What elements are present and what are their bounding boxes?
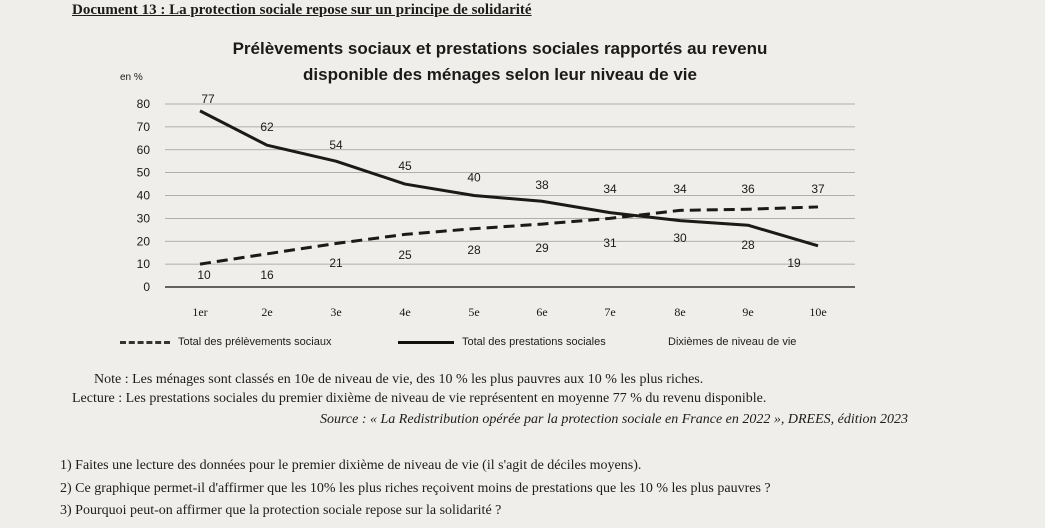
legend-label-prestations: Total des prestations sociales xyxy=(462,336,606,348)
y-tick-label: 10 xyxy=(136,257,150,272)
data-label-prelevements: 29 xyxy=(535,241,549,255)
y-tick-label: 30 xyxy=(136,211,150,226)
y-tick-label: 50 xyxy=(136,165,150,180)
data-label-prelevements: 25 xyxy=(398,248,412,262)
legend-dashed-swatch xyxy=(120,341,170,344)
data-label-prestations: 38 xyxy=(535,178,549,193)
data-label-prelevements: 16 xyxy=(260,268,274,282)
data-label-prestations: 37 xyxy=(811,182,825,196)
reading-text: Lecture : Les prestations sociales du premier dixième de niveau de vie représentent en moyenne 77 % du revenu disponible. xyxy=(72,391,767,406)
data-label-prestations: 36 xyxy=(741,182,755,196)
data-label-prelevements: 28 xyxy=(467,243,481,257)
data-label-prestations: 54 xyxy=(329,138,343,153)
legend-label-prelevements: Total des prélèvements sociaux xyxy=(178,336,332,348)
data-label-prestations: 40 xyxy=(467,170,481,185)
x-tick-label: 6e xyxy=(536,305,548,319)
y-axis-unit-label: en % xyxy=(120,72,143,83)
y-tick-label: 0 xyxy=(143,280,150,294)
x-axis-title-text: Dixièmes de niveau de vie xyxy=(668,336,797,348)
data-label-prelevements: 10 xyxy=(197,268,211,282)
question-1: 1) Faites une lecture des données pour le premier dixième de niveau de vie (il s'agit de déciles moyens). xyxy=(60,458,642,473)
chart-legend xyxy=(120,336,880,356)
data-label-prestations: 34 xyxy=(673,182,687,196)
x-tick-label: 10e xyxy=(809,305,827,319)
chart-title-line2: disponible des ménages selon leur niveau de vie xyxy=(303,65,697,84)
y-tick-label: 40 xyxy=(136,188,150,203)
y-tick-label: 70 xyxy=(136,119,150,134)
y-tick-label: 60 xyxy=(136,142,150,157)
y-tick-label: 20 xyxy=(136,234,150,249)
data-label-prestations: 77 xyxy=(201,91,215,106)
data-label-prestations: 62 xyxy=(260,120,274,135)
data-label-prelevements: 31 xyxy=(603,236,617,250)
data-label-prelevements: 21 xyxy=(329,256,343,270)
x-axis-title xyxy=(668,336,796,348)
data-label-prestations: 45 xyxy=(398,159,412,174)
legend-solid-swatch xyxy=(398,341,454,344)
series-line-prelevements xyxy=(200,207,818,264)
data-label-prelevements: 30 xyxy=(673,231,687,245)
x-tick-label: 1er xyxy=(192,305,208,319)
note-text: Note : Les ménages sont classés en 10e de niveau de vie, des 10 % les plus pauvres aux 10 % les plus riches. xyxy=(94,372,704,387)
x-tick-label: 4e xyxy=(399,305,411,319)
x-tick-label: 2e xyxy=(261,305,273,319)
legend-item-prelevements xyxy=(120,336,331,348)
x-tick-label: 9e xyxy=(742,305,754,319)
x-tick-label: 8e xyxy=(674,305,686,319)
document-title: Document 13 : La protection sociale repose sur un principe de solidarité xyxy=(72,2,532,18)
question-2: 2) Ce graphique permet-il d'affirmer que les 10% les plus riches reçoivent moins de prestations que les 10 % les plus pauvres ? xyxy=(60,481,771,496)
x-tick-label: 3e xyxy=(330,305,342,319)
source-text: Source : « La Redistribution opérée par la protection sociale en France en 2022 », DREES, édition 2023 xyxy=(320,412,909,427)
question-3: 3) Pourquoi peut-on affirmer que la protection sociale repose sur la solidarité ? xyxy=(60,503,502,518)
legend-item-prestations xyxy=(398,336,606,348)
data-label-prestations: 34 xyxy=(603,182,617,196)
data-label-prelevements: 19 xyxy=(787,256,801,270)
y-tick-label: 80 xyxy=(136,97,150,111)
x-tick-label: 7e xyxy=(604,305,616,319)
data-label-prelevements: 28 xyxy=(741,238,755,252)
chart-title-line1: Prélèvements sociaux et prestations sociales rapportés au revenu xyxy=(232,39,768,58)
x-tick-label: 5e xyxy=(468,305,480,319)
